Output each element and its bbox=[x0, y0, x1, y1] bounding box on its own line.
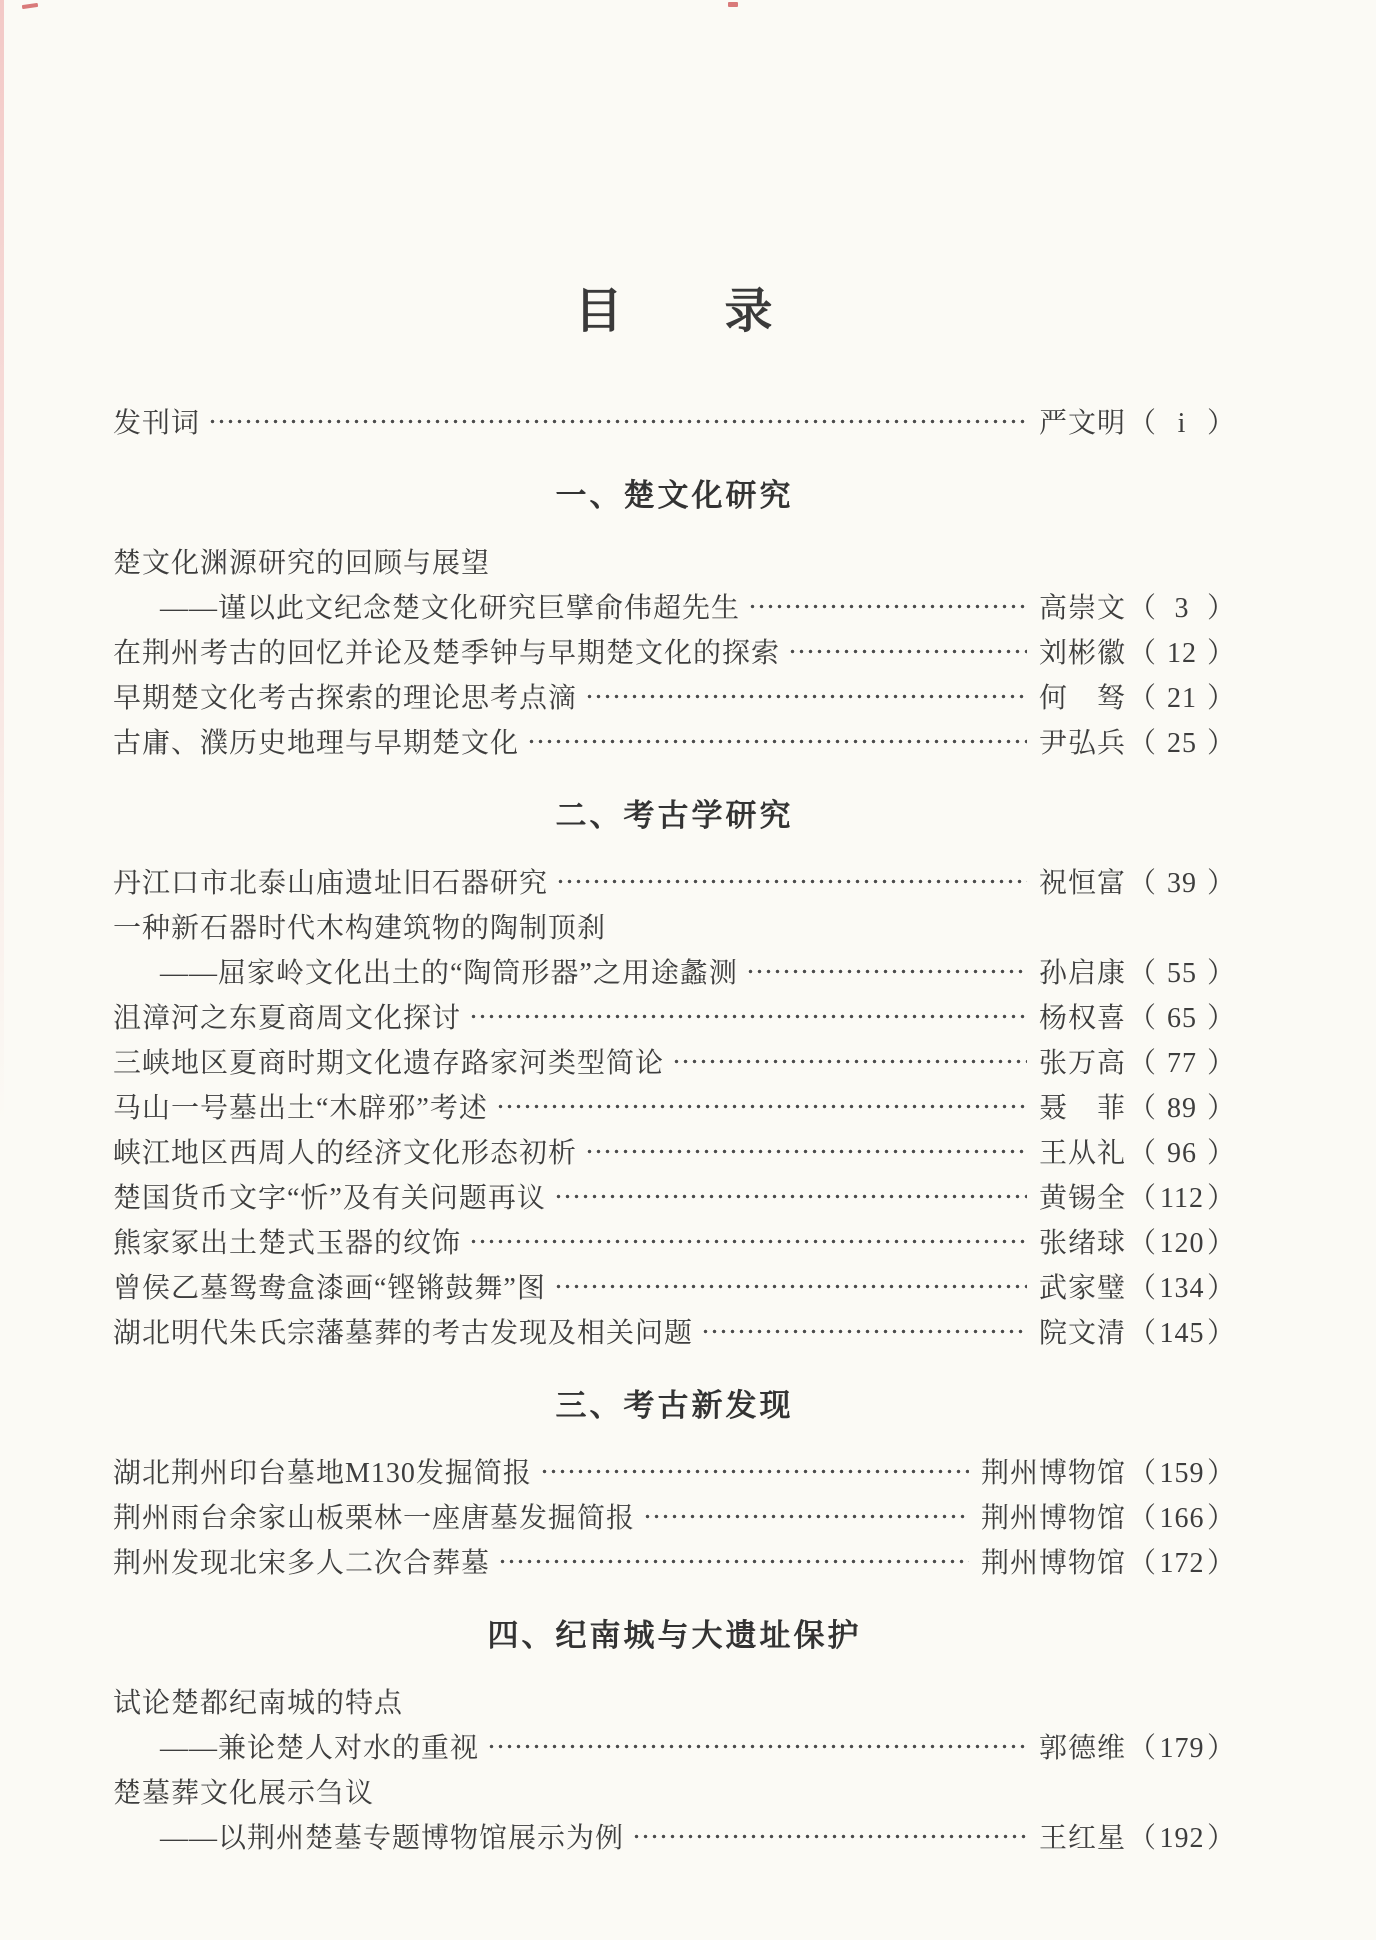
toc-entry bbox=[113, 994, 1236, 1039]
toc-entry bbox=[113, 1724, 1236, 1769]
dot-leader bbox=[540, 1449, 969, 1494]
entry-page-number: （ 96 ） bbox=[1128, 1131, 1236, 1171]
dot-leader bbox=[585, 1129, 1027, 1174]
entry-author: 杨权喜 bbox=[1038, 1003, 1126, 1035]
dot-leader bbox=[469, 994, 1027, 1039]
entry-title: 古庸、濮历史地理与早期楚文化 bbox=[113, 728, 520, 760]
entry-author: 荆州博物馆 bbox=[980, 1458, 1126, 1490]
entry-title: 楚墓葬文化展示刍议 bbox=[113, 1778, 375, 1810]
entry-ref bbox=[1039, 1311, 1236, 1351]
entry-ref bbox=[1039, 721, 1236, 761]
toc-entry bbox=[113, 859, 1236, 904]
page-title: 目 录 bbox=[574, 285, 775, 338]
entry-ref bbox=[981, 1541, 1236, 1581]
toc-entry bbox=[113, 584, 1236, 629]
entry-author: 孙启康 bbox=[1038, 958, 1126, 990]
entry-title: 湖北明代朱氏宗藩墓葬的考古发现及相关问题 bbox=[113, 1318, 694, 1350]
entry-title: 三峡地区夏商时期文化遗存路家河类型简论 bbox=[113, 1048, 665, 1080]
toc-entry bbox=[113, 949, 1236, 994]
dot-leader bbox=[554, 1264, 1027, 1309]
entry-page-number: （ 55 ） bbox=[1128, 951, 1236, 991]
toc-entry bbox=[113, 1039, 1236, 1084]
entry-ref bbox=[981, 1496, 1236, 1536]
dot-leader bbox=[554, 1174, 1027, 1219]
dot-leader bbox=[487, 1724, 1027, 1769]
entry-author: 高崇文 bbox=[1038, 593, 1126, 625]
entry-ref bbox=[1039, 1266, 1236, 1306]
scan-artifact-red-mark bbox=[728, 2, 738, 7]
entry-author: 祝恒富 bbox=[1038, 868, 1126, 900]
entry-subtitle: ——以荆州楚墓专题博物馆展示为例 bbox=[160, 1823, 625, 1855]
toc-entry-title-line bbox=[113, 539, 1236, 584]
entry-page-number: （ 65 ） bbox=[1128, 996, 1236, 1036]
scan-artifact-left-edge bbox=[0, 0, 4, 1125]
entry-page-number: （ 3 ） bbox=[1128, 586, 1236, 626]
entry-subtitle: ——谨以此文纪念楚文化研究巨擘俞伟超先生 bbox=[160, 593, 741, 625]
entry-author: 聂 菲 bbox=[1038, 1093, 1126, 1125]
entry-subtitle: ——屈家岭文化出土的“陶筒形器”之用途蠡测 bbox=[160, 958, 738, 990]
entry-page-number: （ 77 ） bbox=[1128, 1041, 1236, 1081]
entry-title: 在荆州考古的回忆并论及楚季钟与早期楚文化的探索 bbox=[113, 638, 781, 670]
entry-author: 王红星 bbox=[1038, 1823, 1126, 1855]
entry-author: 院文清 bbox=[1038, 1318, 1126, 1350]
dot-leader bbox=[746, 949, 1027, 994]
toc-entry bbox=[113, 1084, 1236, 1129]
entry-title: 丹江口市北泰山庙遗址旧石器研究 bbox=[113, 868, 549, 900]
entry-ref bbox=[1039, 1726, 1236, 1766]
entry-ref bbox=[1039, 1816, 1236, 1856]
dot-leader bbox=[498, 1539, 969, 1584]
entry-page-number: （ 172 ） bbox=[1128, 1541, 1236, 1581]
entry-page-number: （ 159 ） bbox=[1128, 1451, 1236, 1491]
toc-entry bbox=[113, 1174, 1236, 1219]
entry-author: 严文明 bbox=[1038, 408, 1126, 440]
entry-title: 峡江地区西周人的经济文化形态初析 bbox=[113, 1138, 578, 1170]
entry-author: 何 驽 bbox=[1038, 683, 1126, 715]
entry-title: 熊家冢出土楚式玉器的纹饰 bbox=[113, 1228, 462, 1260]
dot-leader bbox=[496, 1084, 1027, 1129]
entry-ref bbox=[1039, 861, 1236, 901]
entry-page-number: （ 39 ） bbox=[1128, 861, 1236, 901]
toc-entry-title-line bbox=[113, 904, 1236, 949]
section-heading: 一、楚文化研究 bbox=[555, 478, 794, 514]
toc-entry bbox=[113, 629, 1236, 674]
entry-ref bbox=[1039, 1131, 1236, 1171]
entry-ref bbox=[1039, 1041, 1236, 1081]
entry-author: 刘彬徽 bbox=[1038, 638, 1126, 670]
toc-entry bbox=[113, 674, 1236, 719]
entry-page-number: （ 112 ） bbox=[1128, 1176, 1236, 1216]
entry-page-number: （ 192 ） bbox=[1128, 1816, 1236, 1856]
entry-page-number: （ 25 ） bbox=[1128, 721, 1236, 761]
entry-author: 郭德维 bbox=[1038, 1733, 1126, 1765]
toc-entry bbox=[113, 1539, 1236, 1584]
entry-author: 黄锡全 bbox=[1038, 1183, 1126, 1215]
entry-subtitle: ——兼论楚人对水的重视 bbox=[160, 1733, 480, 1765]
toc-entry bbox=[113, 1494, 1236, 1539]
entry-ref bbox=[1039, 951, 1236, 991]
entry-title: 荆州发现北宋多人二次合葬墓 bbox=[113, 1548, 491, 1580]
entry-ref bbox=[981, 1451, 1236, 1491]
entry-title: 楚国货币文字“忻”及有关问题再议 bbox=[113, 1183, 546, 1215]
entry-ref bbox=[1039, 676, 1236, 716]
entry-title: 荆州雨台余家山板栗林一座唐墓发掘简报 bbox=[113, 1503, 636, 1535]
entry-page-number: （ 120 ） bbox=[1128, 1221, 1236, 1261]
entry-page-number: （ i ） bbox=[1128, 401, 1236, 441]
dot-leader bbox=[701, 1309, 1027, 1354]
dot-leader bbox=[585, 674, 1027, 719]
entry-author: 张绪球 bbox=[1038, 1228, 1126, 1260]
entry-ref bbox=[1039, 401, 1236, 441]
dot-leader bbox=[469, 1219, 1027, 1264]
toc-entry bbox=[113, 1814, 1236, 1859]
entry-page-number: （ 12 ） bbox=[1128, 631, 1236, 671]
toc-entry bbox=[113, 719, 1236, 764]
entry-page-number: （ 179 ） bbox=[1128, 1726, 1236, 1766]
entry-page-number: （ 134 ） bbox=[1128, 1266, 1236, 1306]
entry-ref bbox=[1039, 1176, 1236, 1216]
entry-author: 尹弘兵 bbox=[1038, 728, 1126, 760]
section-heading: 三、考古新发现 bbox=[555, 1388, 794, 1424]
entry-title: 马山一号墓出土“木辟邪”考述 bbox=[113, 1093, 488, 1125]
dot-leader bbox=[632, 1814, 1027, 1859]
entry-page-number: （ 21 ） bbox=[1128, 676, 1236, 716]
entry-author: 荆州博物馆 bbox=[980, 1548, 1126, 1580]
toc-entry bbox=[113, 1264, 1236, 1309]
dot-leader bbox=[788, 629, 1027, 674]
entry-title: 曾侯乙墓鸳鸯盒漆画“铿锵鼓舞”图 bbox=[113, 1273, 546, 1305]
entry-ref bbox=[1039, 1221, 1236, 1261]
dot-leader bbox=[748, 584, 1027, 629]
entry-ref bbox=[1039, 586, 1236, 626]
section-heading: 四、纪南城与大遗址保护 bbox=[487, 1618, 862, 1654]
dot-leader bbox=[208, 399, 1027, 444]
toc-entry bbox=[113, 1129, 1236, 1174]
entry-page-number: （ 145 ） bbox=[1128, 1311, 1236, 1351]
entry-title: 一种新石器时代木构建筑物的陶制顶刹 bbox=[113, 913, 607, 945]
toc-entry-title-line bbox=[113, 1679, 1236, 1724]
entry-page-number: （ 89 ） bbox=[1128, 1086, 1236, 1126]
entry-page-number: （ 166 ） bbox=[1128, 1496, 1236, 1536]
entry-author: 张万高 bbox=[1038, 1048, 1126, 1080]
entry-title: 湖北荆州印台墓地M130发掘简报 bbox=[113, 1458, 532, 1490]
entry-author: 武家璧 bbox=[1038, 1273, 1126, 1305]
toc-entry bbox=[113, 1219, 1236, 1264]
toc-entry bbox=[113, 1449, 1236, 1494]
entry-ref bbox=[1039, 1086, 1236, 1126]
dot-leader bbox=[556, 859, 1027, 904]
entry-ref bbox=[1039, 996, 1236, 1036]
dot-leader bbox=[672, 1039, 1027, 1084]
entry-title: 早期楚文化考古探索的理论思考点滴 bbox=[113, 683, 578, 715]
entry-title: 试论楚都纪南城的特点 bbox=[113, 1688, 404, 1720]
section-heading: 二、考古学研究 bbox=[555, 798, 794, 834]
entry-author: 王从礼 bbox=[1038, 1138, 1126, 1170]
dot-leader bbox=[643, 1494, 969, 1539]
toc-entry bbox=[113, 399, 1236, 444]
entry-ref bbox=[1039, 631, 1236, 671]
toc-entry-title-line bbox=[113, 1769, 1236, 1814]
entry-title: 发刊词 bbox=[113, 408, 201, 440]
toc-entry bbox=[113, 1309, 1236, 1354]
entry-author: 荆州博物馆 bbox=[980, 1503, 1126, 1535]
entry-title: 沮漳河之东夏商周文化探讨 bbox=[113, 1003, 462, 1035]
dot-leader bbox=[527, 719, 1027, 764]
entry-title: 楚文化渊源研究的回顾与展望 bbox=[113, 548, 491, 580]
